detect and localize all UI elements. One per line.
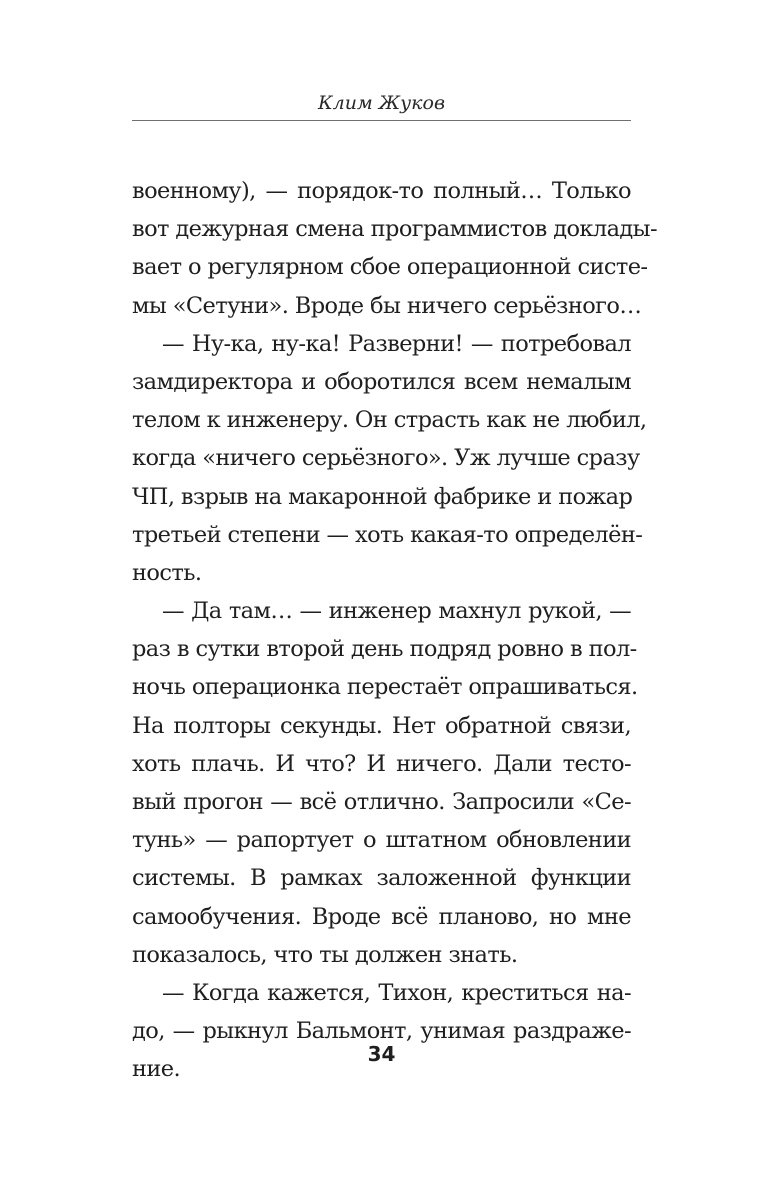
text-line: мы «Сетуни». Вроде бы ничего серьёзного…	[132, 292, 642, 319]
text-line: системы. В рамках заложенной функции	[132, 865, 631, 892]
text-line: вает о регулярном сбое операционной систе-	[132, 254, 648, 281]
running-header-author: Клим Жуков	[317, 92, 446, 114]
page-number: 34	[367, 1042, 396, 1066]
text-line: показалось, что ты должен знать.	[132, 941, 518, 968]
page-body-text	[132, 172, 657, 1089]
header-rule	[132, 120, 631, 121]
text-line: военному), — порядок-то полный… Только	[132, 178, 631, 204]
text-line: когда «ничего серьёзного». Уж лучше сразу	[132, 445, 640, 472]
text-line: ЧП, взрыв на макаронной фабрике и пожар	[132, 483, 633, 510]
text-line: хоть плачь. И что? И ничего. Дали тесто-	[132, 750, 631, 777]
text-line: На полторы секунды. Нет обратной связи,	[132, 712, 631, 739]
text-line: — Да там… — инженер махнул рукой, —	[162, 598, 631, 625]
text-line: — Когда кажется, Тихон, креститься на-	[162, 979, 631, 1006]
text-line: раз в сутки второй день подряд ровно в пол-	[132, 636, 637, 663]
text-line: — Ну-ка, ну-ка! Разверни! — потребовал	[162, 330, 631, 357]
text-line: телом к инженеру. Он страсть как не любил,	[132, 407, 647, 434]
text-line: ность.	[132, 559, 202, 586]
text-line: до, — рыкнул Бальмонт, унимая раздраже-	[132, 1018, 631, 1045]
text-line: вый прогон — всё отлично. Запросили «Се-	[132, 789, 631, 815]
text-line: третьей степени — хоть какая-то определён-	[132, 521, 643, 548]
text-line: тунь» — рапортует о штатном обновлении	[132, 827, 631, 854]
text-line: самообучения. Вроде всё планово, но мне	[132, 903, 631, 930]
text-line: ночь операционка перестаёт опрашиваться.	[132, 674, 638, 701]
text-line: замдиректора и оборотился всем немалым	[132, 368, 631, 395]
text-line: ние.	[132, 1056, 181, 1083]
text-line: вот дежурная смена программистов доклады-	[132, 216, 657, 243]
